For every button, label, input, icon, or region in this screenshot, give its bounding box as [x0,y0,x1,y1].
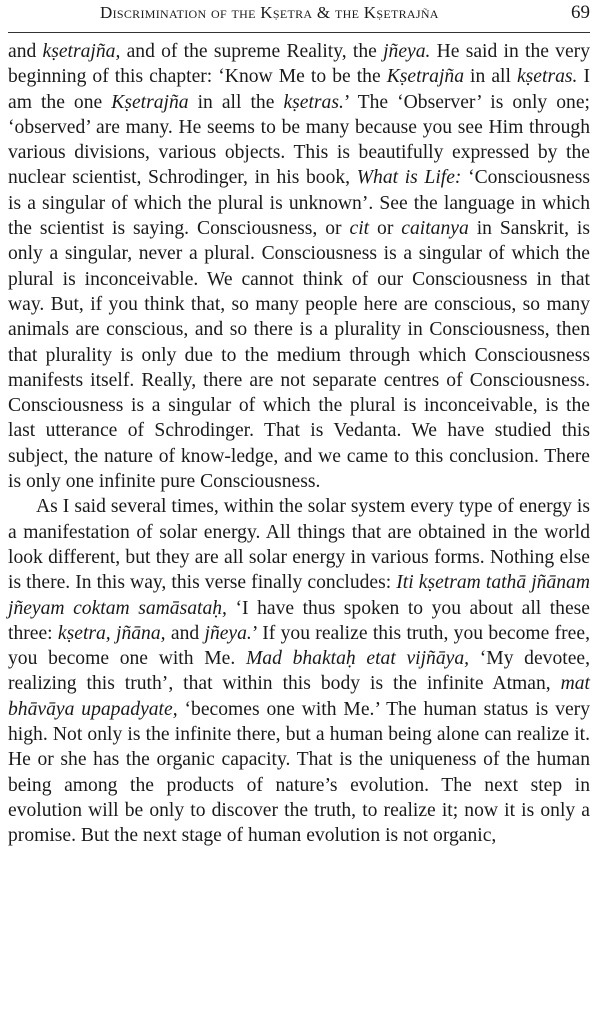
text-run: and of the supreme Reality, the [120,41,384,62]
italic-term: Mad bhaktaḥ etat vijñāya, [245,648,470,670]
text-run: ’ The ‘Observer’ is only one; ‘observed’ are many. He seems to be many because you see Him through various divisions, various objects. This is beautifully expressed by the nuclear scientist, Schrodinger, in his book, [8,91,590,189]
text-run: or [369,218,402,240]
italic-term: kṣetras. [283,91,344,113]
text-run: and [165,622,205,644]
running-title: Discrimination of the Kṣetra & the Kṣetrajña [100,3,439,22]
running-head [8,0,590,33]
text-run: and [8,41,43,62]
text-run: in all [464,66,517,88]
body-text [8,39,590,849]
text-run: in Sanskrit, is only a singular, never a plural. Consciousness is a singular of which the plural is inconceivable. We cannot think of our Consciousness in that way. But, if you think that, so many people here are conscious, so many animals are conscious, and so there is a plurality in Consciousness, then that plurality is only due to the medium through which Consciousness manifests itself. Really, there are not separate centres of Consciousness. Consciousness is a singular of which the plural is inconceivable, is the last utterance of Schrodinger. That is Vedanta. We have studied this subject, the nature of know-ledge, and we came to this conclusion. There is only one infinite pure Consciousness. [8,218,591,493]
italic-term: jñeya. [204,622,252,644]
italic-term: kṣetras. [516,66,578,88]
text-run: ‘Consciousness is a singular of which the plural is unknown’. See the language in which the scientist is saying. Consciousness, or [8,167,590,240]
text-run: ‘I have thus spoken to you about all these three: [8,597,590,644]
italic-term: Iti kṣetram tathā jñānam jñeyam coktam samāsataḥ, [8,572,591,619]
page-number: 69 [571,2,590,23]
italic-term: Kṣetrajña [386,66,465,88]
italic-term: Kṣetrajña [111,91,189,113]
italic-term: kṣetra, jñāna, [57,622,166,644]
text-run: ‘becomes one with Me.’ The human status is very high. Not only is the infinite there, but a human being alone can realize it. He or she has the organic capacity. That is the uniqueness of the human being among the products of nature’s evolution. The next step in evolution will be only to discover the truth, to realize it; now it is only a promise. But the next stage of human evolution is not organic, [8,698,591,847]
italic-term: caitanya [401,218,469,240]
paragraph-1 [8,39,590,494]
text-run: ’ If you realize this truth, you become free, you become one with Me. [8,622,590,670]
italic-term: cit [349,218,370,240]
text-run: in all the [188,91,284,113]
italic-term: mat bhāvāya upapadyate, [8,673,590,720]
text-run: He said in the very beginning of this chapter: ‘Know Me to be the [8,41,590,88]
paragraph-2 [8,494,590,848]
text-run: As I said several times, within the solar system every type of energy is a manifestation of solar energy. All things that are obtained in the world look different, but they are all solar energy in various forms. Nothing else is there. In this way, this verse finally concludes: [8,496,590,594]
italic-term: kṣetrajña, [42,41,121,62]
italic-term: jñeya. [383,41,431,62]
text-run: I am the one [8,66,590,113]
italic-term: What is Life: [356,167,462,189]
text-run: ‘My devotee, realizing this truth’, that within this body is the infinite Atman, [8,648,591,695]
